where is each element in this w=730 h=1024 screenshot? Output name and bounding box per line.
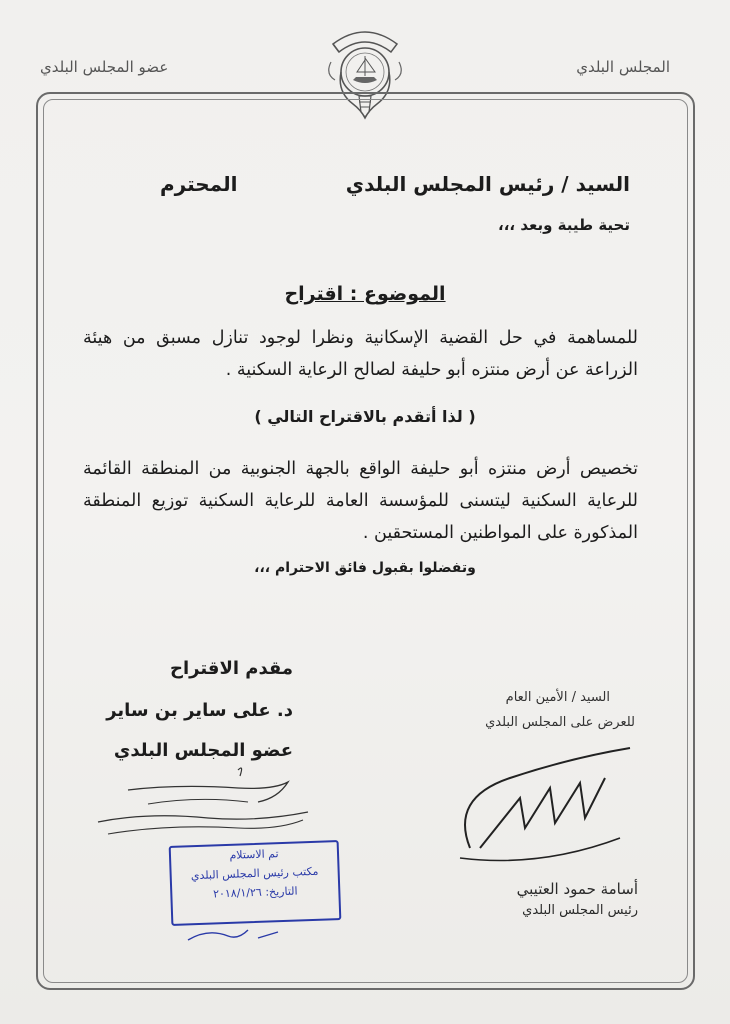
stamp-line2: مكتب رئيس المجلس البلدي	[190, 864, 319, 883]
stamp-line3: التاريخ: ٢٠١٨/١/٢٦	[212, 884, 298, 901]
respected-label: المحترم	[160, 172, 238, 196]
closing-line: وتفضلوا بقبول فائق الاحترام ،،،	[254, 560, 476, 576]
proposer-title: مقدم الاقتراح	[169, 658, 293, 679]
proposer-name: د. على ساير بن ساير	[106, 700, 293, 721]
receipt-stamp	[169, 840, 342, 926]
chairman-name: أسامة حمود العتيبي	[516, 880, 638, 898]
subject-heading	[0, 283, 730, 305]
chairman-title: رئيس المجلس البلدي	[522, 903, 638, 918]
paragraph-intro: للمساهمة في حل القضية الإسكانية ونظرا لوجود تنازل مسبق من هيئة الزراعة عن أرض منتزه أبو حليفة لصالح الرعاية السكنية .	[83, 328, 638, 380]
stamp-line1: تم الاستلام	[229, 847, 279, 862]
paragraph-proposal: تخصيص أرض منتزه أبو حليفة الواقع بالجهة الجنوبية من المنطقة القائمة للرعاية السكنية ليتسنى للمؤسسة العامة للرعاية السكنية توزيع المنطقة المذكورة على المواطنين المستحقين .	[83, 459, 638, 543]
proposer-signature-icon	[88, 762, 318, 842]
subject-text: الموضوع : اقتراح	[284, 283, 446, 305]
letterhead-right-label: المجلس البلدي	[576, 58, 670, 76]
stamp-initials-icon	[178, 918, 298, 948]
proposal-heading: ( لذا أتقدم بالاقتراح التالي )	[254, 407, 476, 426]
chairman-signature-icon	[430, 738, 640, 878]
letterhead-left-label: عضو المجلس البلدي	[40, 58, 169, 76]
addressee: السيد / رئيس المجلس البلدي	[345, 172, 630, 196]
secretary-note-line2: للعرض على المجلس البلدي	[485, 715, 635, 730]
proposer-role: عضو المجلس البلدي	[113, 740, 293, 761]
secretary-note-line1: السيد / الأمين العام	[505, 690, 610, 705]
greeting: تحية طيبة وبعد ،،،	[498, 216, 630, 234]
